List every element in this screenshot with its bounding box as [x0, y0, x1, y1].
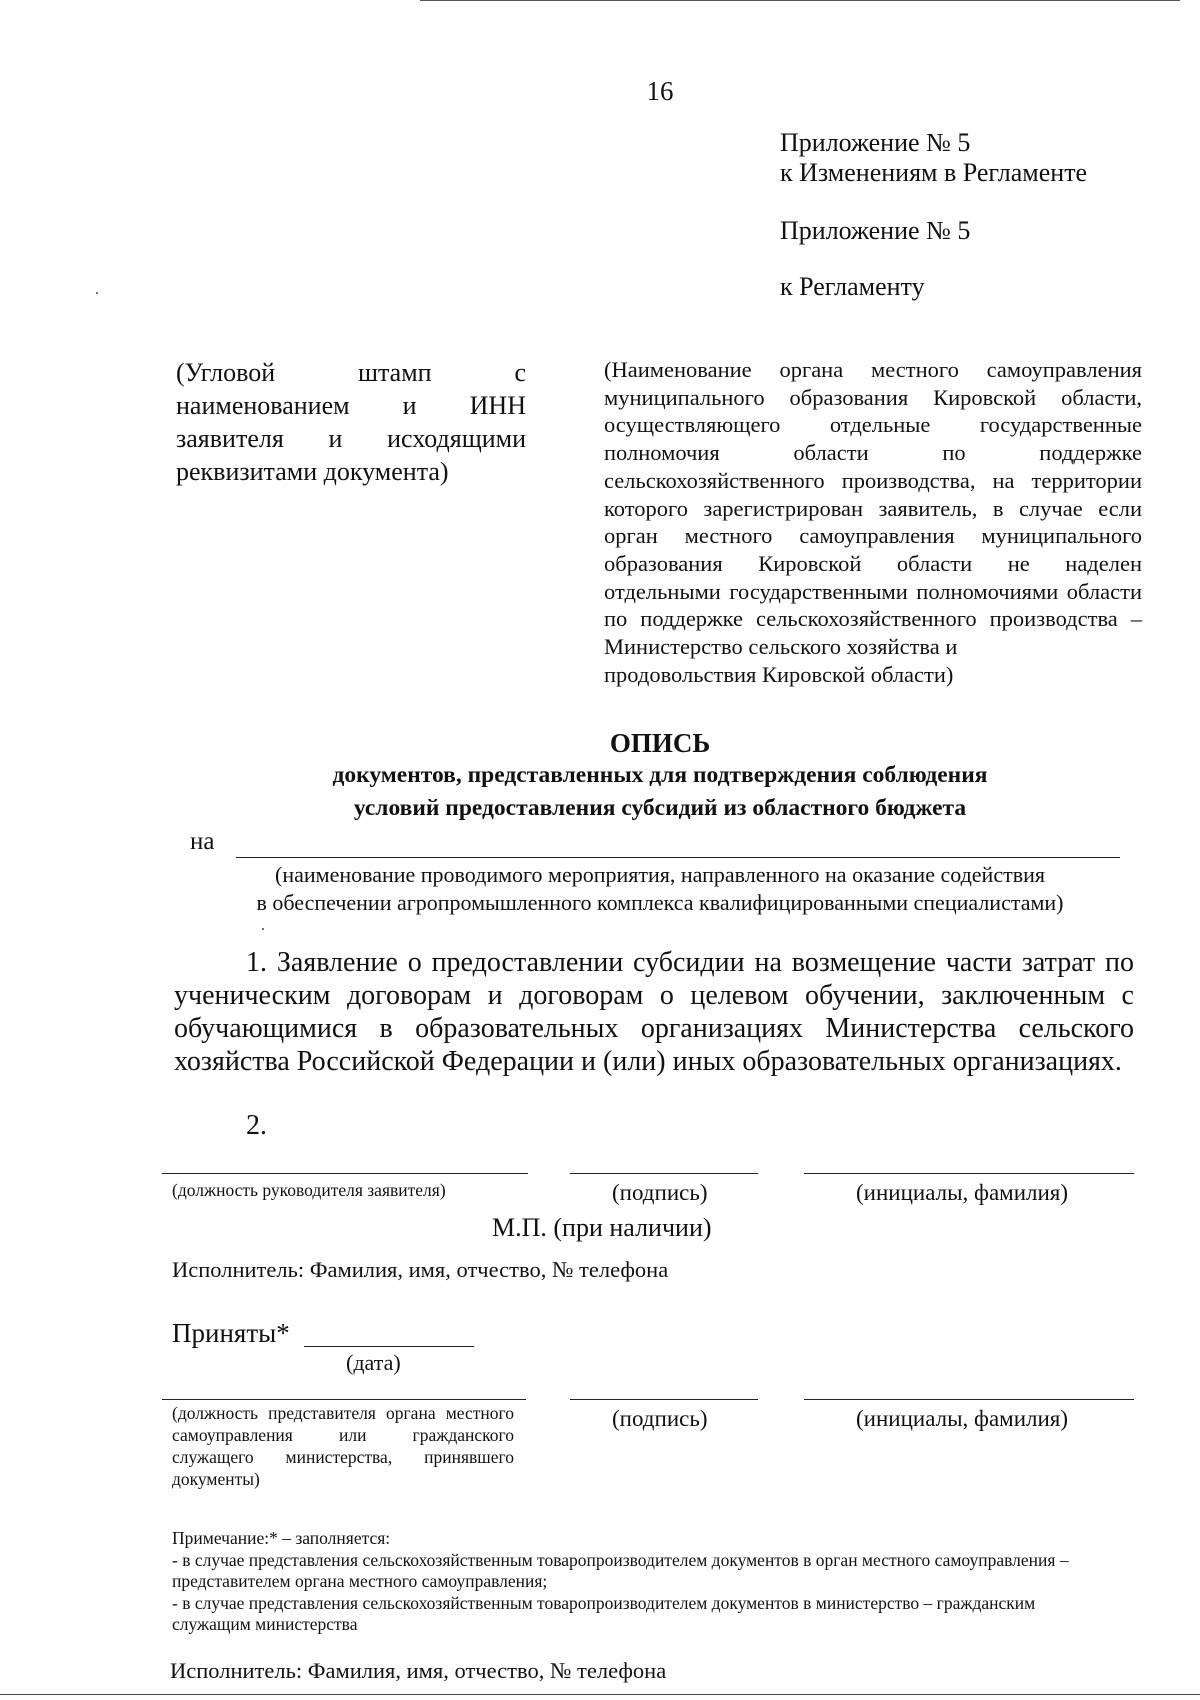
stamp-place-label: М.П. (при наличии)	[492, 1213, 712, 1242]
footnote-line: - в случае представления сельскохозяйственным товаропроизводителем документов в орган местного самоуправления – представителем органа местного самоуправления;	[172, 1549, 1069, 1591]
bottom-edge-line	[0, 1694, 1200, 1695]
accepted-label: Приняты*	[172, 1318, 290, 1348]
footnote	[172, 1528, 1072, 1636]
appendix-title-2: Приложение № 5	[780, 216, 971, 245]
addressee-organ-text-end: продовольствия Кировской области)	[604, 661, 954, 687]
date-label: (дата)	[346, 1350, 401, 1375]
position-field[interactable]	[162, 1173, 528, 1174]
representative-position-field[interactable]	[162, 1399, 526, 1400]
corner-stamp-placeholder: (Угловой штамп с наименованием и ИНН заявителя и исходящими реквизитами документа)	[176, 358, 526, 486]
representative-signature-field[interactable]	[570, 1399, 758, 1400]
initials-field[interactable]	[804, 1173, 1134, 1174]
position-label: (должность руководителя заявителя)	[172, 1180, 446, 1200]
representative-initials-field[interactable]	[804, 1399, 1134, 1400]
document-title: ОПИСЬ	[609, 728, 711, 758]
representative-initials-label: (инициалы, фамилия)	[856, 1406, 1069, 1431]
event-name-field[interactable]	[236, 857, 1120, 858]
representative-position-label: (должность представителя органа местного самоуправления или гражданского служащего министерства, принявшего документы)	[172, 1403, 514, 1489]
footnote-line: - в случае представления сельскохозяйственным товаропроизводителем документов в министерство – гражданским служащим министерства	[172, 1592, 1036, 1634]
na-label: на	[190, 828, 215, 855]
executor-line: Исполнитель: Фамилия, имя, отчество, № телефона	[172, 1257, 669, 1282]
scan-speck	[262, 928, 264, 930]
list-item: 1. Заявление о предоставлении субсидии на возмещение части затрат по ученическим договорам и договорам о целевом обучении, заключенным с обучающимися в образовательных организациях Министерства сельского хозяйства Российской Федерации и (или) иных образовательных организациях.	[174, 947, 1134, 1077]
acceptance-date-field[interactable]	[304, 1346, 474, 1347]
list-item: 2.	[246, 1110, 267, 1141]
document-subtitle-line1: документов, представленных для подтверждения соблюдения	[332, 762, 988, 788]
executor-line-bottom: Исполнитель: Фамилия, имя, отчество, № телефона	[170, 1658, 667, 1683]
page-number: 16	[646, 76, 674, 106]
document-subtitle-line2: условий предоставления субсидий из областного бюджета	[353, 795, 967, 821]
event-name-hint-line1: (наименование проводимого мероприятия, направленного на оказание содействия	[275, 862, 1045, 887]
appendix-subtitle: к Изменениям в Регламенте	[780, 158, 1088, 187]
footnote-title: Примечание:* – заполняется:	[172, 1528, 391, 1548]
top-edge-line	[420, 0, 1180, 1]
event-name-hint-line2: в обеспечении агропромышленного комплекса квалифицированными специалистами)	[256, 890, 1064, 915]
initials-label: (инициалы, фамилия)	[856, 1180, 1069, 1205]
signature-label: (подпись)	[612, 1180, 708, 1205]
representative-signature-label: (подпись)	[612, 1406, 708, 1431]
signature-field[interactable]	[570, 1173, 758, 1174]
addressee-organ-block	[604, 356, 1142, 688]
scan-speck	[96, 292, 98, 294]
appendix-title: Приложение № 5	[780, 128, 971, 157]
appendix-subtitle-2: к Регламенту	[780, 272, 925, 301]
addressee-organ-text: (Наименование органа местного самоуправления муниципального образования Кировской области, осуществляющего отдельные государственные полномочия области по поддержке сельскохозяйственного производства, на территории которого зарегистрирован заявитель, в случае если орган местного самоуправления муниципального образования Кировской области не наделен отдельными государственными полномочиями области по поддержке сельскохозяйственного производства – Министерство сельского хозяйства и	[604, 357, 1142, 660]
